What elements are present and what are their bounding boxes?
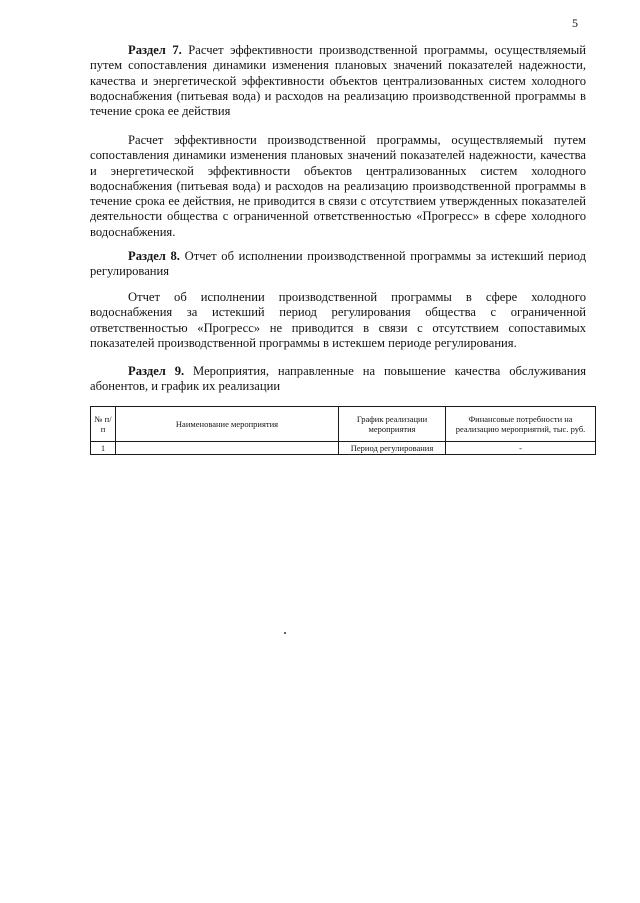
table-header-row <box>91 407 596 442</box>
header-event-name: Наименование мероприятия <box>116 407 339 442</box>
section-7-heading <box>90 43 586 119</box>
cell-finance: - <box>446 442 596 455</box>
header-finance: Финансовые потребности на реализацию мероприятий, тыс. руб. <box>446 407 596 442</box>
header-schedule: График реализации мероприятия <box>339 407 446 442</box>
header-number: № п/п <box>91 407 116 442</box>
section-8-label: Раздел 8. <box>128 249 180 263</box>
table-row <box>91 442 596 455</box>
scan-dot <box>284 632 286 634</box>
section-7-title: Расчет эффективности производственной программы, осуществляемый путем сопоставления динамики изменения плановых значений показателей надежности, качества и энергетической эффективности объектов централизованных систем холодного водоснабжения (питьевая вода) и расходов на реализацию производственной программы в течение срока ее действия <box>90 43 586 119</box>
cell-number: 1 <box>91 442 116 455</box>
section-7-body: Расчет эффективности производственной программы, осуществляемый путем сопоставления динамики изменения плановых значений показателей надежности, качества и энергетической эффективности объектов централизованных систем холодного водоснабжения (питьевая вода) и расходов на реализацию производственной программы в течение срока ее действия, не приводится в связи с отсутствием утвержденных показателей деятельности общества с ограниченной ответственностью «Прогресс» в сфере холодного водоснабжения. <box>90 133 586 239</box>
section-9-label: Раздел 9. <box>128 364 185 378</box>
cell-schedule: Период регулирования <box>339 442 446 455</box>
section-9-heading <box>90 364 586 395</box>
section-9-title: Мероприятия, направленные на повышение качества обслуживания абонентов, и график их реализации <box>90 364 586 394</box>
section-7-label: Раздел 7. <box>128 43 182 57</box>
section-8-heading <box>90 249 586 280</box>
page-number: 5 <box>572 16 578 30</box>
cell-event-name <box>116 442 339 455</box>
section-8-title: Отчет об исполнении производственной программы за истекший период регулирования <box>90 249 586 279</box>
events-table <box>90 406 596 455</box>
section-8-body: Отчет об исполнении производственной программы в сфере холодного водоснабжения за истекший период регулирования общества с ограниченной ответственностью «Прогресс» не приводится в связи с отсутствием сопоставимых показателей производственной программы в истекшем периоде регулирования. <box>90 290 586 350</box>
